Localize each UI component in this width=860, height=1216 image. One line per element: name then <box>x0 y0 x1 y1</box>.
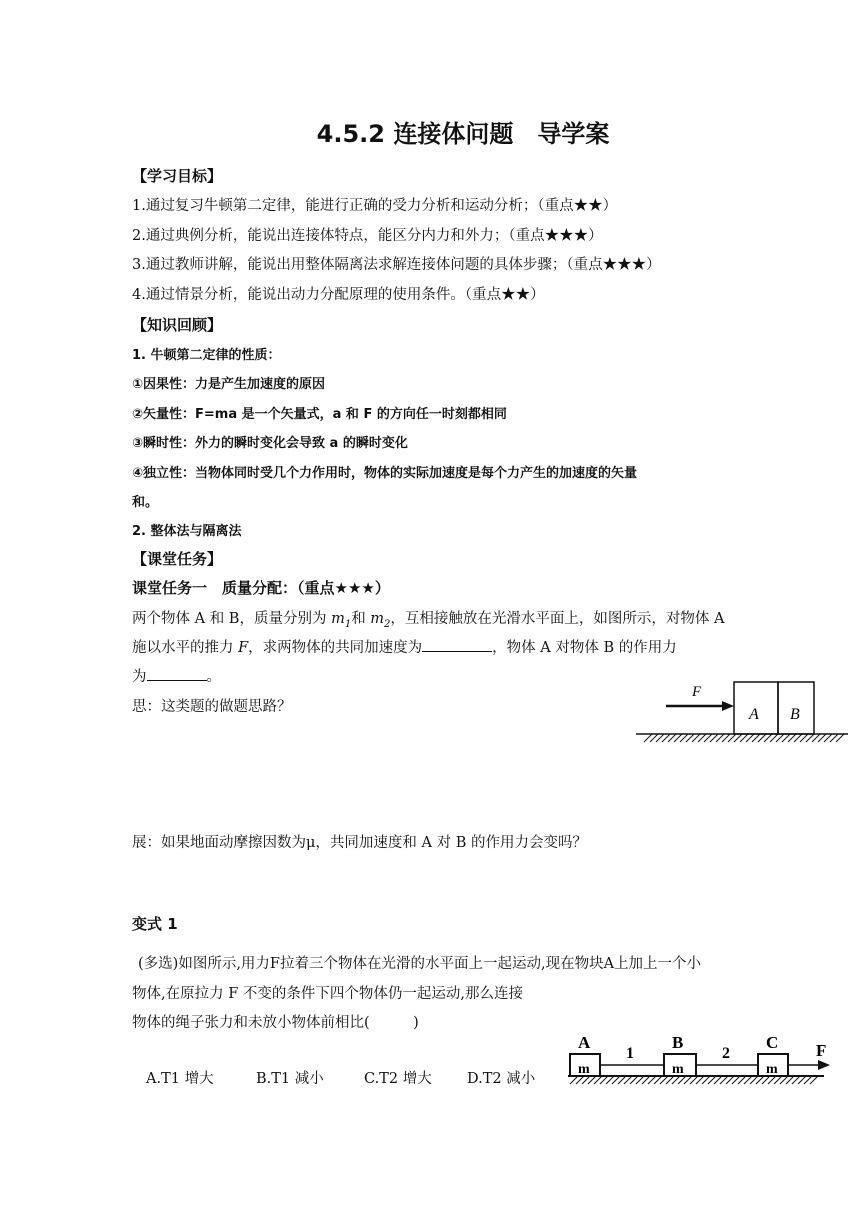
pull-force-label: F <box>816 1041 827 1060</box>
review-item-2: 2. 整体法与隔离法 <box>132 524 242 539</box>
problem-line-2 <box>132 636 677 657</box>
problem-line-3 <box>132 665 221 686</box>
option-d[interactable]: D.T2 减小 <box>467 1071 536 1087</box>
force-symbol: F <box>238 640 249 656</box>
rope-1-label: 1 <box>626 1045 634 1062</box>
option-b[interactable]: B.T1 减小 <box>256 1071 324 1087</box>
figure-three-blocks <box>556 1026 836 1088</box>
answer-blank-force[interactable] <box>147 666 207 681</box>
review-property: ③瞬时性：外力的瞬时变化会导致 a 的瞬时变化 <box>132 436 408 451</box>
rope-2-label: 2 <box>722 1045 730 1062</box>
block-c-label: C <box>766 1033 779 1052</box>
block-a-label: A <box>749 706 759 723</box>
answer-blank-acceleration[interactable] <box>422 637 492 652</box>
extension-prompt: 展：如果地面动摩擦因数为μ，共同加速度和 A 对 B 的作用力会变吗？ <box>132 835 587 851</box>
variant-heading: 变式 1 <box>132 915 178 933</box>
problem-text: ，互相接触放在光滑水平面上，如图所示，对物体 A <box>390 611 725 627</box>
block-a-label: A <box>578 1033 591 1052</box>
mass-subscript: 2 <box>384 618 391 630</box>
tasks-heading: 【课堂任务】 <box>132 550 223 568</box>
block-c-mass: m <box>766 1062 778 1077</box>
think-prompt: 思：这类题的做题思路？ <box>132 699 292 715</box>
objective-item: 2.通过典例分析，能说出连接体特点，能区分内力和外力；（重点★★★） <box>132 228 603 244</box>
review-heading: 【知识回顾】 <box>132 316 223 334</box>
force-arrow-head <box>722 701 734 711</box>
problem-text: 和 <box>351 611 371 627</box>
variant-question-line: 物体,在原拉力 F 不变的条件下四个物体仍一起运动,那么连接 <box>132 986 523 1002</box>
problem-line-1 <box>132 607 725 630</box>
problem-text: ，物体 A 对物体 B 的作用力 <box>492 640 677 656</box>
problem-text: 。 <box>206 669 221 685</box>
block-b-label: B <box>790 706 800 723</box>
review-property: ①因果性：力是产生加速度的原因 <box>132 377 326 392</box>
page-title: 4.5.2 连接体问题 导学案 <box>316 120 610 148</box>
mass-symbol: m <box>331 611 345 627</box>
objectives-heading: 【学习目标】 <box>132 167 223 185</box>
objective-item: 3.通过教师讲解，能说出用整体隔离法求解连接体问题的具体步骤；（重点★★★） <box>132 257 661 273</box>
mass-symbol: m <box>370 611 385 627</box>
figure-push-blocks <box>636 676 852 746</box>
review-property: ②矢量性：F=ma 是一个矢量式，a 和 F 的方向任一时刻都相同 <box>132 407 507 422</box>
problem-text: ，求两物体的共同加速度为 <box>248 640 423 656</box>
variant-question-line: 物体的绳子张力和未放小物体前相比( ) <box>132 1015 419 1031</box>
problem-text: 为 <box>132 669 147 685</box>
option-c[interactable]: C.T2 增大 <box>364 1071 432 1087</box>
objective-item: 1.通过复习牛顿第二定律，能进行正确的受力分析和运动分析；（重点★★） <box>132 198 618 214</box>
pull-force-head <box>818 1060 830 1070</box>
task1-title: 课堂任务一 质量分配：（重点★★★） <box>132 579 390 597</box>
option-a[interactable]: A.T1 增大 <box>146 1071 214 1087</box>
force-label: F <box>692 684 702 700</box>
objective-item: 4.通过情景分析，能说出动力分配原理的使用条件。（重点★★） <box>132 287 545 303</box>
block-b-label: B <box>672 1033 684 1052</box>
review-property: ④独立性：当物体同时受几个力作用时，物体的实际加速度是每个力产生的加速度的矢量 <box>132 466 638 481</box>
variant-question-line: (多选)如图所示,用力F拉着三个物体在光滑的水平面上一起运动,现在物块A上加上一个小 <box>138 956 702 972</box>
review-property-cont: 和。 <box>132 495 159 510</box>
review-item-1: 1. 牛顿第二定律的性质： <box>132 348 281 363</box>
block-b-mass: m <box>672 1062 684 1077</box>
problem-text: 施以水平的推力 <box>132 640 239 656</box>
ground-hatching <box>644 734 844 742</box>
ground-hatching <box>570 1076 818 1084</box>
mass-subscript: 1 <box>344 618 352 630</box>
block-a-mass: m <box>578 1062 590 1077</box>
problem-text: 两个物体 A 和 B，质量分别为 <box>132 611 332 627</box>
